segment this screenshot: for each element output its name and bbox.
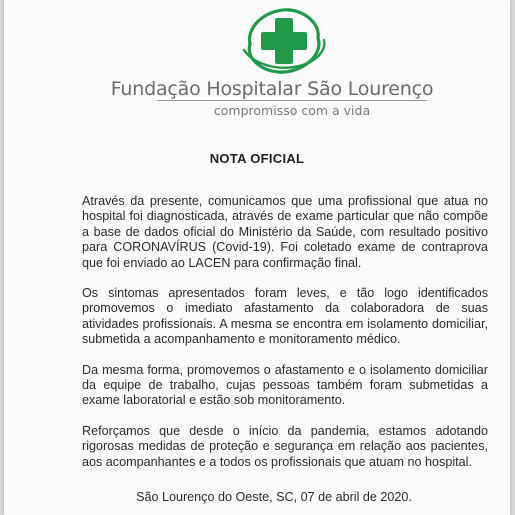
paragraph: Reforçamos que desde o início da pandemia, estamos adotando rigorosas medidas de proteção e segurança em relação aos pacientes, aos acompanhantes e a todos os profissionais que atuam no hospital. — [82, 423, 488, 469]
document-page — [4, 0, 510, 515]
paragraph: Através da presente, comunicamos que uma profissional que atua no hospital foi diagnosticada, através de exame particular que não compõe a base de dados oficial do Ministério da Saúde, com resultado positivo para CORONAVÍRUS (Covid-19). Foi coletado exame de contraprova que foi enviado ao LACEN para confirmação final. — [82, 194, 488, 270]
slogan-block — [154, 100, 430, 118]
slogan-divider — [157, 100, 427, 101]
slogan: compromisso com a vida — [213, 103, 371, 118]
paragraph: Da mesma forma, promovemos o afastamento e o isolamento domiciliar da equipe de trabalho, cujas pessoas também foram submetidas a exame laboratorial e estão sob monitoramento. — [82, 362, 488, 408]
paragraph: Os sintomas apresentados foram leves, e tão logo identificados promovemos o imediato afastamento da colaboradora de suas atividades profissionais. A mesma se encontra em isolamento domiciliar, submetida a acompanhamento e monitoramento médico. — [82, 286, 488, 347]
document-title: NOTA OFICIAL — [209, 151, 305, 166]
document-body — [82, 194, 488, 485]
organization-name: Fundação Hospitalar São Lourenço — [110, 78, 434, 100]
signature-line: São Lourenço do Oeste, SC, 07 de abril de 2020. — [136, 490, 412, 504]
hospital-cross-logo-icon — [240, 4, 328, 78]
